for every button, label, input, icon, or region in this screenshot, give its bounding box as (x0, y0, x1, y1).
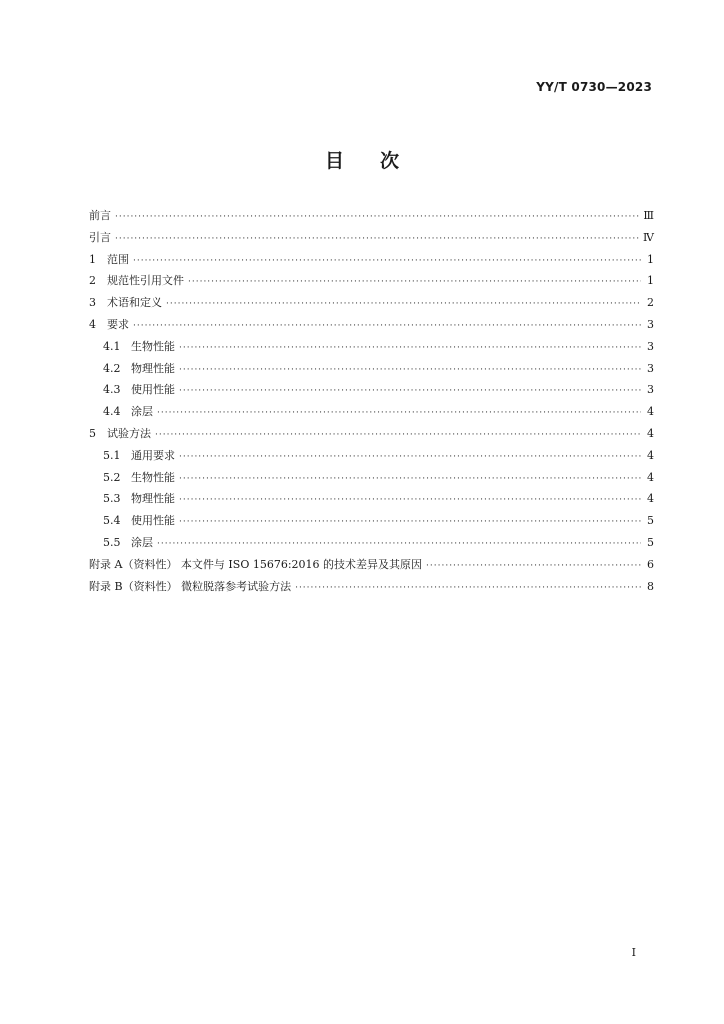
toc-page: 5 (647, 514, 654, 528)
toc-entry-annex-a[interactable] (89, 554, 654, 576)
toc-page: 2 (647, 296, 654, 310)
toc-entry-4-2[interactable] (89, 358, 654, 380)
toc-label: 物理性能 (131, 361, 175, 375)
table-of-contents (89, 205, 654, 597)
toc-label: 生物性能 (131, 339, 175, 353)
toc-page: 3 (647, 383, 654, 397)
toc-number: 2 (89, 274, 96, 288)
toc-number: 3 (89, 296, 96, 310)
toc-label: 前言 (89, 209, 111, 222)
page-title (0, 146, 724, 173)
toc-entry-5[interactable] (89, 423, 654, 445)
toc-label: 物理性能 (131, 492, 175, 506)
toc-entry-4[interactable] (89, 314, 654, 336)
toc-label: 试验方法 (107, 426, 151, 440)
toc-page: 4 (647, 492, 654, 506)
title-char-2: 次 (380, 150, 400, 172)
toc-entry-foreword[interactable] (89, 205, 654, 227)
toc-label: 术语和定义 (107, 296, 162, 310)
toc-entry-4-4[interactable] (89, 401, 654, 423)
toc-page: Ⅳ (643, 230, 654, 244)
toc-page: 4 (647, 448, 654, 462)
toc-entry-2[interactable] (89, 270, 654, 292)
toc-entry-5-3[interactable] (89, 488, 654, 510)
toc-label: 使用性能 (131, 514, 175, 528)
toc-entry-annex-b[interactable] (89, 576, 654, 598)
toc-number: 5.4 (103, 514, 121, 528)
toc-entry-introduction[interactable] (89, 227, 654, 249)
toc-number: 5.5 (103, 535, 121, 549)
toc-number: 5 (89, 426, 96, 440)
toc-number: 4.3 (103, 383, 121, 397)
toc-entry-5-1[interactable] (89, 445, 654, 467)
toc-number: 4.4 (103, 405, 121, 419)
title-char-1: 目 (324, 150, 344, 172)
toc-page: 3 (647, 339, 654, 353)
toc-number: 5.1 (103, 448, 121, 462)
toc-label: 附录 A（资料性） 本文件与 ISO 15676:2016 的技术差异及其原因 (89, 557, 423, 571)
toc-entry-1[interactable] (89, 249, 654, 271)
toc-number: 5.3 (103, 492, 121, 506)
toc-page: 6 (647, 557, 654, 571)
toc-page: 3 (647, 361, 654, 375)
toc-label: 涂层 (131, 535, 153, 549)
toc-label: 通用要求 (131, 448, 175, 462)
toc-page: 3 (647, 317, 654, 331)
toc-label: 要求 (107, 317, 129, 331)
toc-number: 5.2 (103, 470, 121, 484)
toc-entry-3[interactable] (89, 292, 654, 314)
toc-page: 4 (647, 426, 654, 440)
toc-number: 1 (89, 252, 96, 266)
toc-page: 5 (647, 535, 654, 549)
page-number: I (631, 946, 636, 959)
toc-entry-4-1[interactable] (89, 336, 654, 358)
toc-page: 8 (647, 579, 654, 593)
toc-label: 附录 B（资料性） 微粒脱落参考试验方法 (89, 579, 292, 593)
toc-entry-5-5[interactable] (89, 532, 654, 554)
toc-entry-5-2[interactable] (89, 467, 654, 489)
toc-number: 4 (89, 317, 96, 331)
standard-code: YY/T 0730—2023 (536, 80, 652, 94)
toc-page: 4 (647, 470, 654, 484)
toc-page: 1 (647, 274, 654, 288)
toc-label: 规范性引用文件 (107, 274, 184, 288)
toc-label: 涂层 (131, 405, 153, 419)
toc-label: 引言 (89, 230, 111, 244)
toc-number: 4.1 (103, 339, 121, 353)
toc-entry-5-4[interactable] (89, 510, 654, 532)
toc-page: 4 (647, 405, 654, 419)
toc-label: 使用性能 (131, 383, 175, 397)
toc-entry-4-3[interactable] (89, 379, 654, 401)
toc-number: 4.2 (103, 361, 121, 375)
toc-label: 生物性能 (131, 470, 175, 484)
toc-page: 1 (647, 252, 654, 266)
toc-label: 范围 (107, 252, 129, 266)
toc-page: Ⅲ (643, 209, 654, 222)
